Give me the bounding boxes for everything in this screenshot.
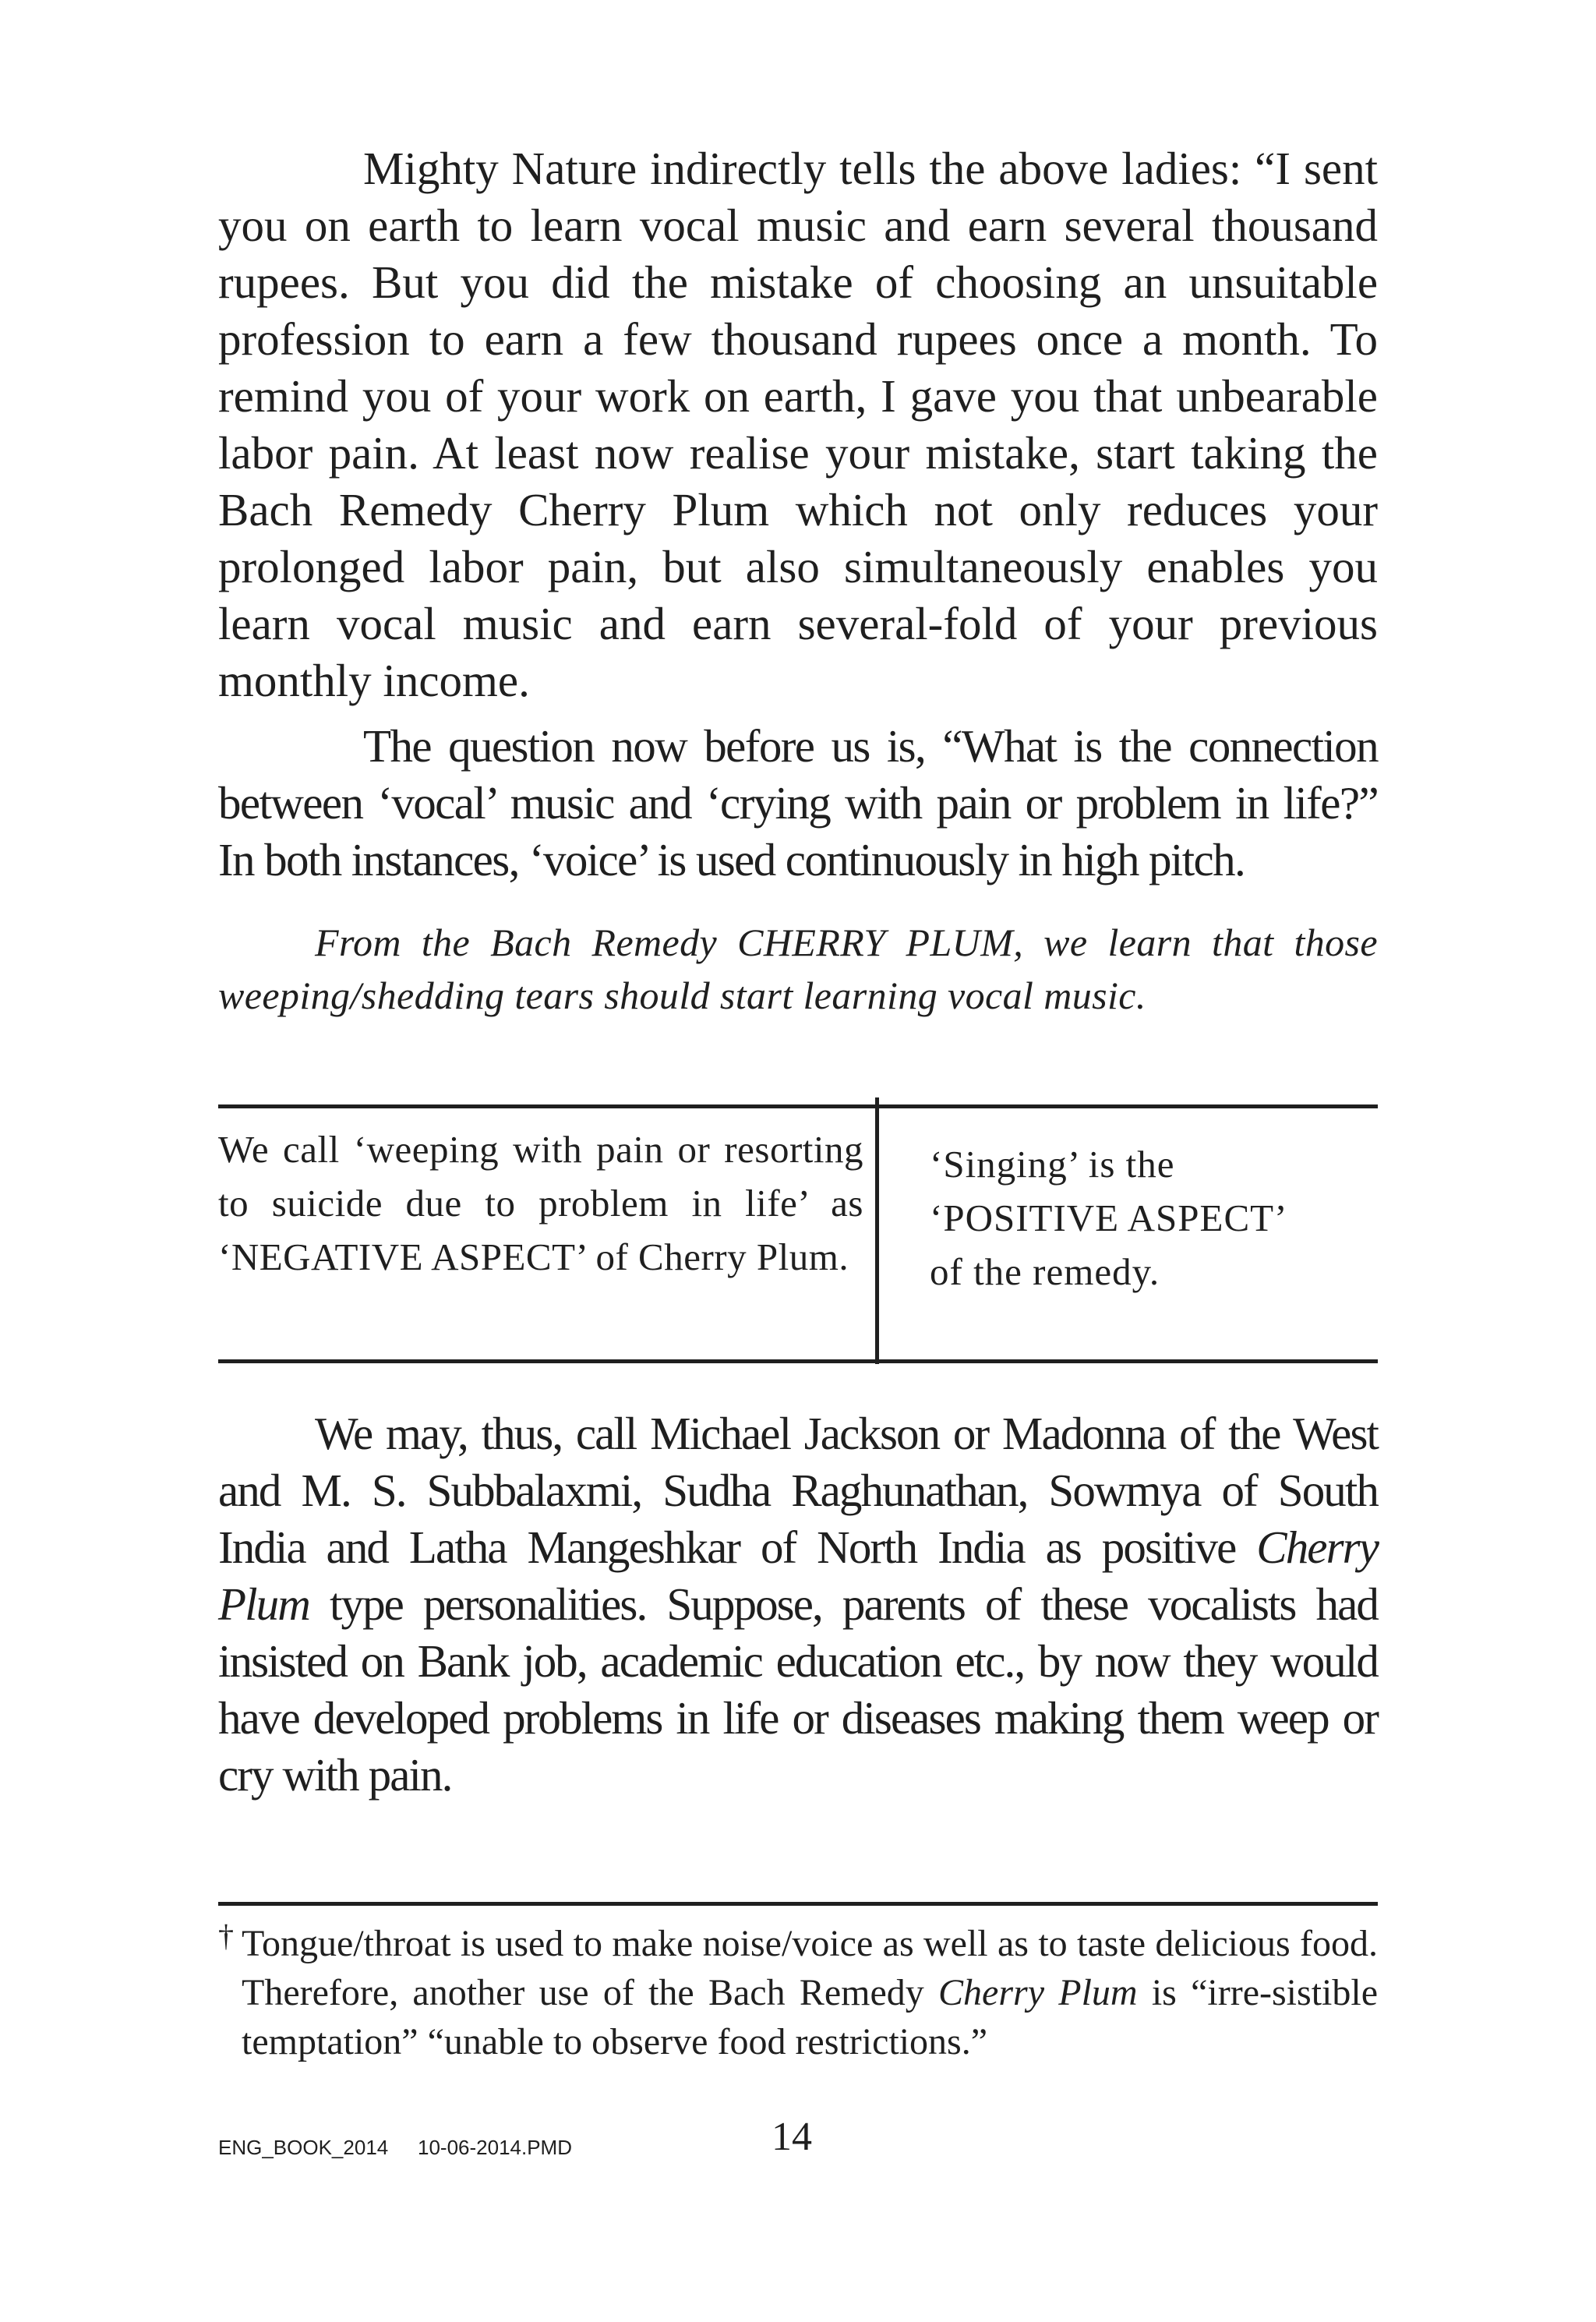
footnote-text-start: Tongue/throat is used to make noise/voice as well as to taste delicious food. Therefore, another use of the Bach Remedy <box>242 1923 1378 2013</box>
footer-date: 10-06-2014.PMD <box>418 2136 572 2159</box>
footnote <box>218 1919 1378 2066</box>
table-column-divider <box>875 1097 879 1364</box>
table-cell-negative-aspect: We call ‘weeping with pain or resorting to suicide due to problem in life’ as ‘NEGATIVE ASPECT’ of Cherry Plum. <box>218 1128 863 1278</box>
positive-aspect-line: ‘POSITIVE ASPECT’ <box>930 1196 1288 1239</box>
positive-aspect-line: of the remedy. <box>930 1250 1160 1293</box>
footnote-remedy-name: Cherry Plum <box>938 1972 1138 2013</box>
paragraph-italic-lesson: From the Bach Remedy CHERRY PLUM, we learn that those weeping/shedding tears should start learning vocal music. <box>218 921 1378 1017</box>
table-top-rule <box>218 1104 1378 1108</box>
table-cell-positive-aspect <box>930 1137 1366 1299</box>
paragraph-vocalists <box>218 1405 1378 1804</box>
paragraph-connection-question: The question now before us is, “What is the connection between ‘vocal’ music and ‘crying with pain or problem in life?” In both instances, ‘voice’ is used continuously in high pitch. <box>218 720 1378 885</box>
footer-filename: ENG_BOOK_2014 <box>218 2136 389 2159</box>
paragraph-mighty-nature: Mighty Nature indirectly tells the above ladies: “I sent you on earth to learn vocal music and earn several thousand rupees. But you did the mistake of choosing an unsuitable profession to earn a few thousand rupees once a month. To remind you of your work on earth, I gave you that unbearable labor pain. At least now realise your mistake, start taking the Bach Remedy Cherry Plum which not only reduces your prolonged labor pain, but also simultaneously enables you learn vocal music and earn several-fold of your previous monthly income. <box>218 143 1378 706</box>
footnote-text-end: is “irre-sistible temptation” “unable to observe food restrictions.” <box>242 1972 1379 2062</box>
footnote-dagger-mark: † <box>218 1918 234 1953</box>
footnote-text <box>218 1919 1378 2066</box>
positive-aspect-line: ‘Singing’ is the <box>930 1143 1175 1186</box>
vocalists-remedy-name: Cherry Plum <box>218 1521 1378 1630</box>
footnote-rule <box>218 1902 1378 1906</box>
table-bottom-rule <box>218 1359 1378 1363</box>
vocalists-text-end: type personalities. Suppose, parents of these vocalists had insisted on Bank job, academic education etc., by now they would have developed problems in life or diseases making them weep or cry with pain. <box>218 1578 1378 1801</box>
vocalists-text: We may, thus, call Michael Jackson or Madonna of the West and M. S. Subbalaxmi, Sudha Raghunathan, Sowmya of South India and Latha Mangeshkar of North India as positive <box>218 1408 1378 1573</box>
page-number: 14 <box>772 2115 812 2159</box>
